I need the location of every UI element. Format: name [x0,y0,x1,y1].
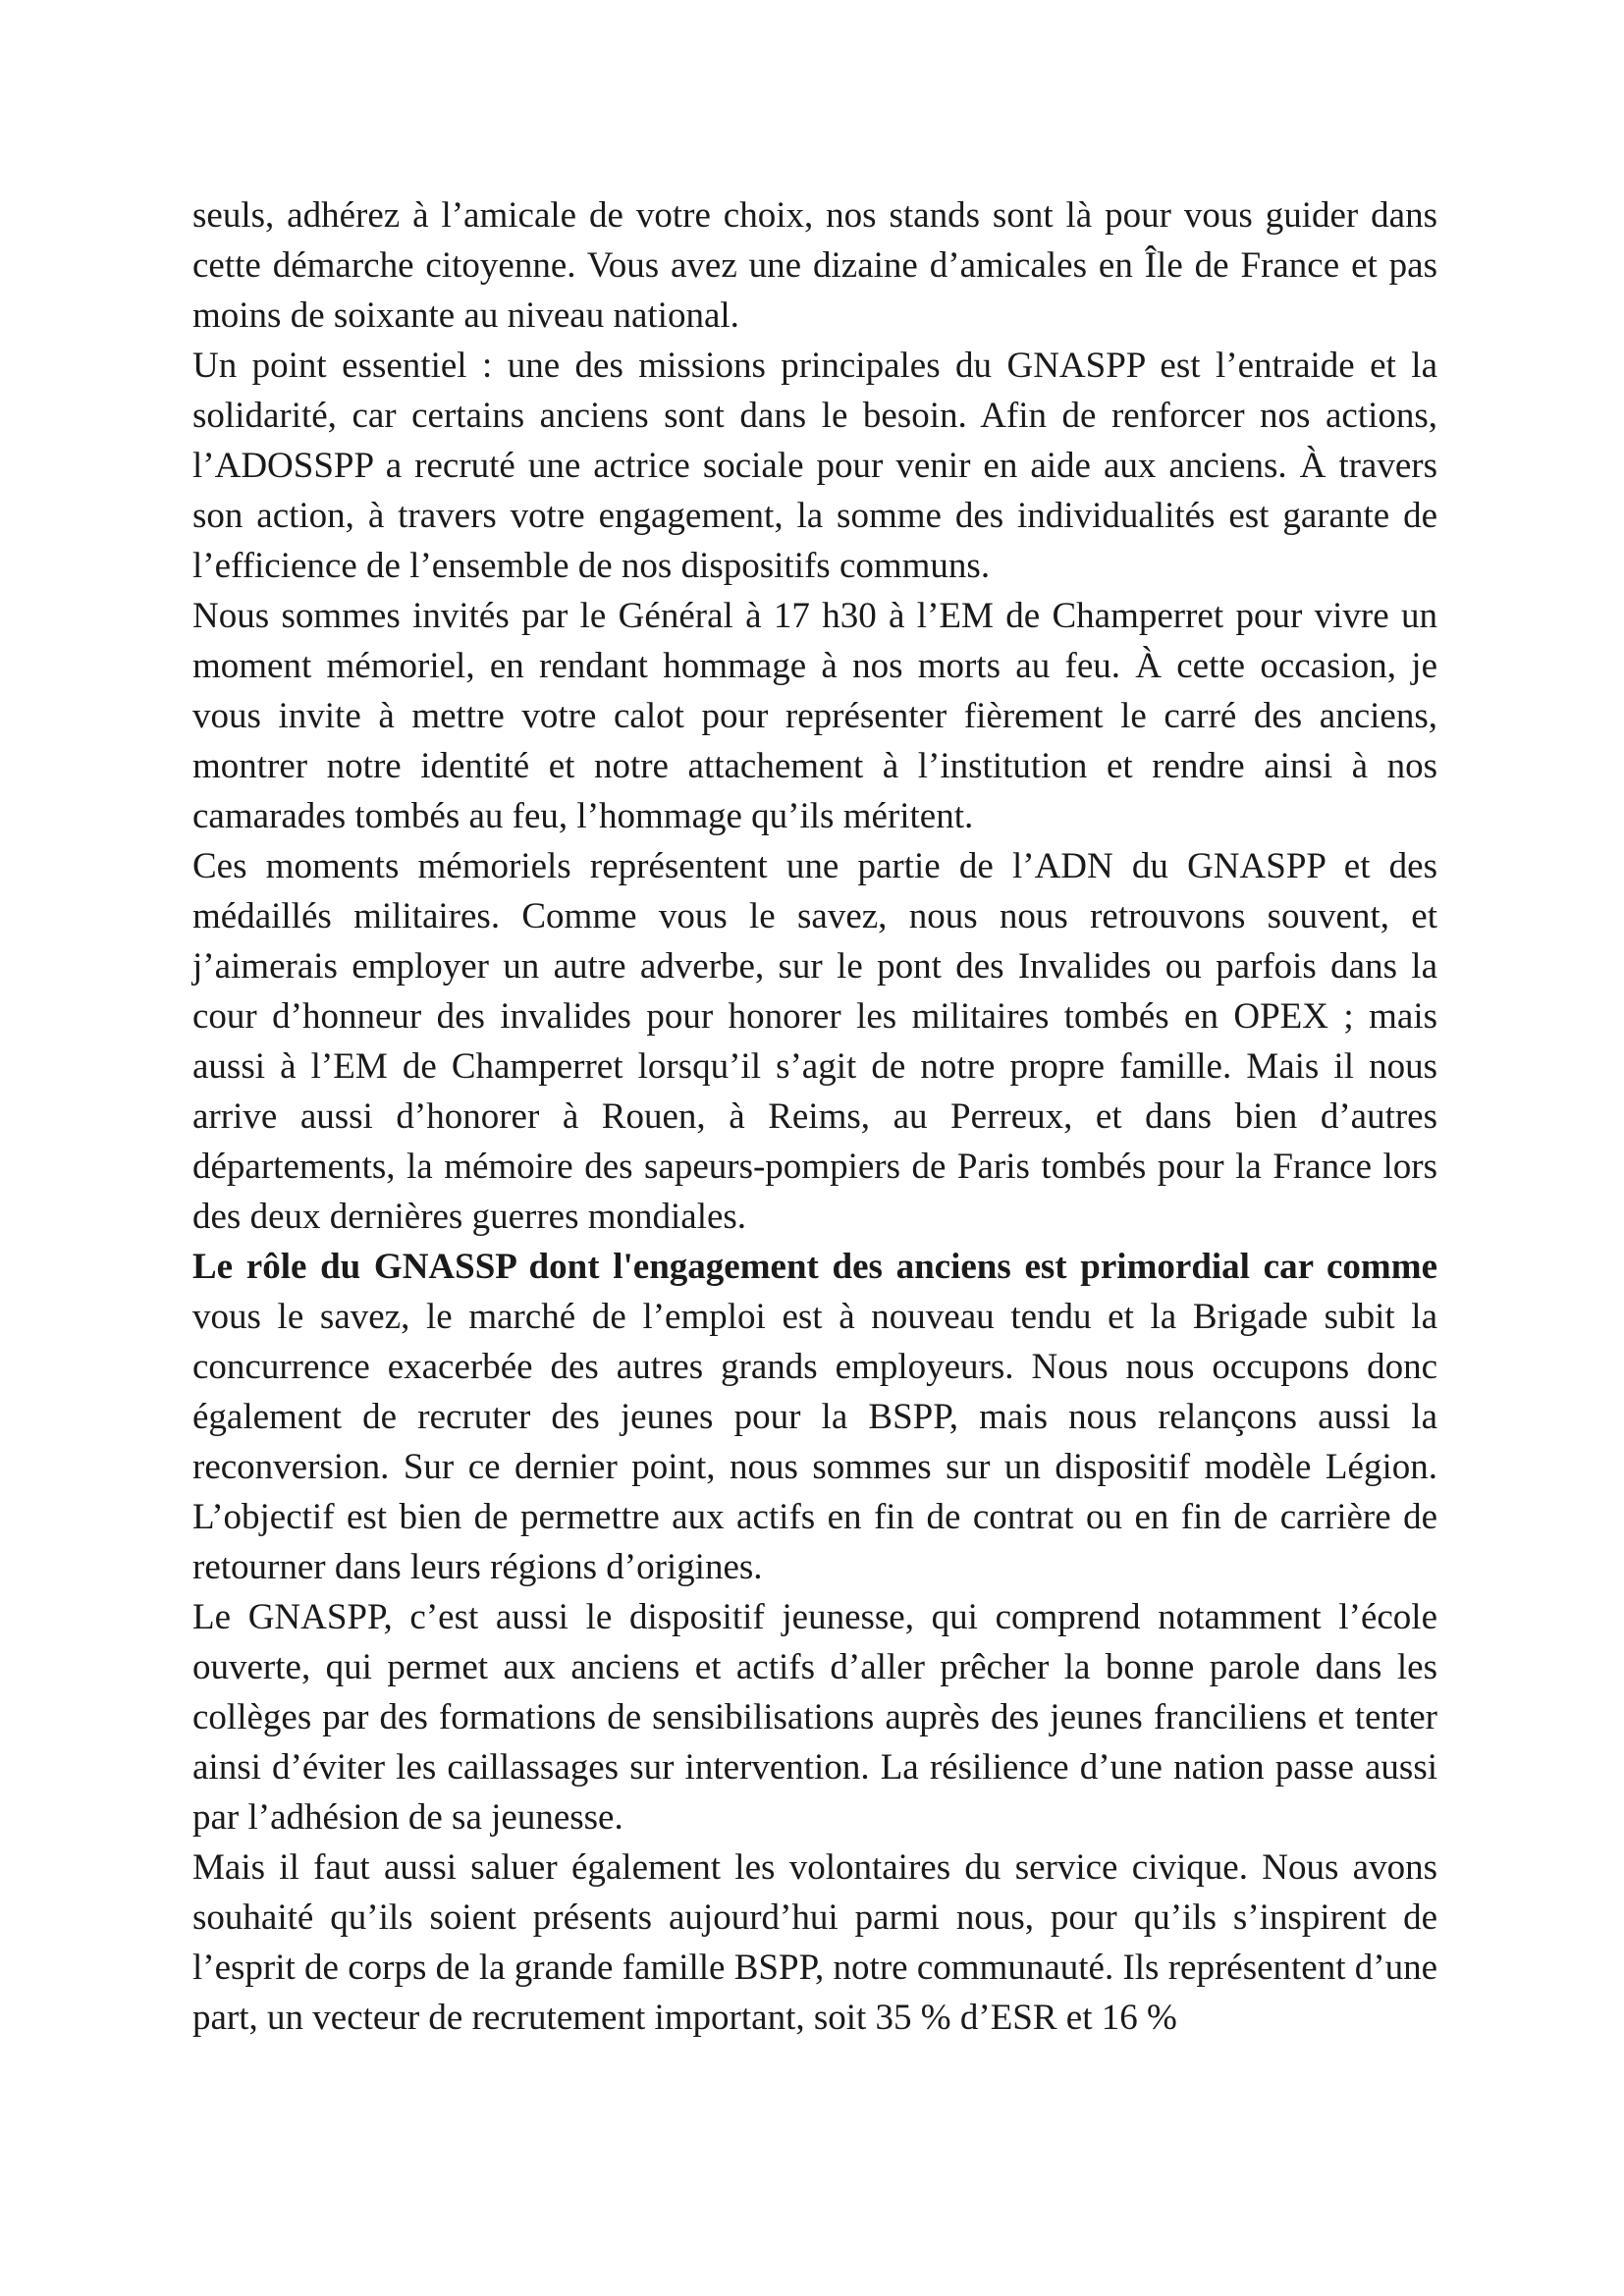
body-text [192,190,1437,2043]
paragraph-role-gnassp [192,1242,1437,1592]
paragraph-amicales: seuls, adhérez à l’amicale de votre choix, nos stands sont là pour vous guider dans cette démarche citoyenne. Vous avez une dizaine d’amicales en Île de France et pas moins de soixante au niveau national. [192,195,1437,336]
paragraph-entraide: Un point essentiel : une des missions principales du GNASPP est l’entraide et la solidarité, car certains anciens sont dans le besoin. Afin de renforcer nos actions, l’ADOSSPP a recruté une actrice sociale pour venir en aide aux anciens. À travers son action, à travers votre engagement, la somme des individualités est garante de l’efficience de l’ensemble de nos dispositifs communs. [192,346,1437,586]
paragraph-jeunesse: Le GNASPP, c’est aussi le dispositif jeunesse, qui comprend notamment l’école ouverte, qui permet aux anciens et actifs d’aller prêcher la bonne parole dans les collèges par des formations de sensibilisations auprès des jeunes franciliens et tenter ainsi d’éviter les caillassages sur intervention. La résilience d’une nation passe aussi par l’adhésion de sa jeunesse. [192,1597,1437,1838]
paragraph-role-text: vous le savez, le marché de l’emploi est à nouveau tendu et la Brigade subit la concurrence exacerbée des autres grands employeurs. Nous nous occupons donc également de recruter des jeunes pour la BSPP, mais nous relançons aussi la reconversion. Sur ce dernier point, nous sommes sur un dispositif modèle Légion. L’objectif est bien de permettre aux actifs en fin de contrat ou en fin de carrière de retourner dans leurs régions d’origines. [192,1297,1437,1587]
bold-lead-text: Le rôle du GNASSP dont l'engagement des anciens est primordial car comme [192,1247,1437,1287]
paragraph-service-civique: Mais il faut aussi saluer également les volontaires du service civique. Nous avons souhaité qu’ils soient présents aujourd’hui parmi nous, pour qu’ils s’inspirent de l’esprit de corps de la grande famille BSPP, notre communauté. Ils représentent d’une part, un vecteur de recrutement important, soit 35 % d’ESR et 16 % [192,1847,1437,2038]
paragraph-memoriels: Ces moments mémoriels représentent une partie de l’ADN du GNASPP et des médaillés militaires. Comme vous le savez, nous nous retrouvons souvent, et j’aimerais employer un autre adverbe, sur le pont des Invalides ou parfois dans la cour d’honneur des invalides pour honorer les militaires tombés en OPEX ; mais aussi à l’EM de Champerret lorsqu’il s’agit de notre propre famille. Mais il nous arrive aussi d’honorer à Rouen, à Reims, au Perreux, et dans bien d’autres départements, la mémoire des sapeurs-pompiers de Paris tombés pour la France lors des deux dernières guerres mondiales. [192,846,1437,1237]
paragraph-champerret: Nous sommes invités par le Général à 17 h30 à l’EM de Champerret pour vivre un moment mémoriel, en rendant hommage à nos morts au feu. À cette occasion, je vous invite à mettre votre calot pour représenter fièrement le carré des anciens, montrer notre identité et notre attachement à l’institution et rendre ainsi à nos camarades tombés au feu, l’hommage qu’ils méritent. [192,596,1437,836]
